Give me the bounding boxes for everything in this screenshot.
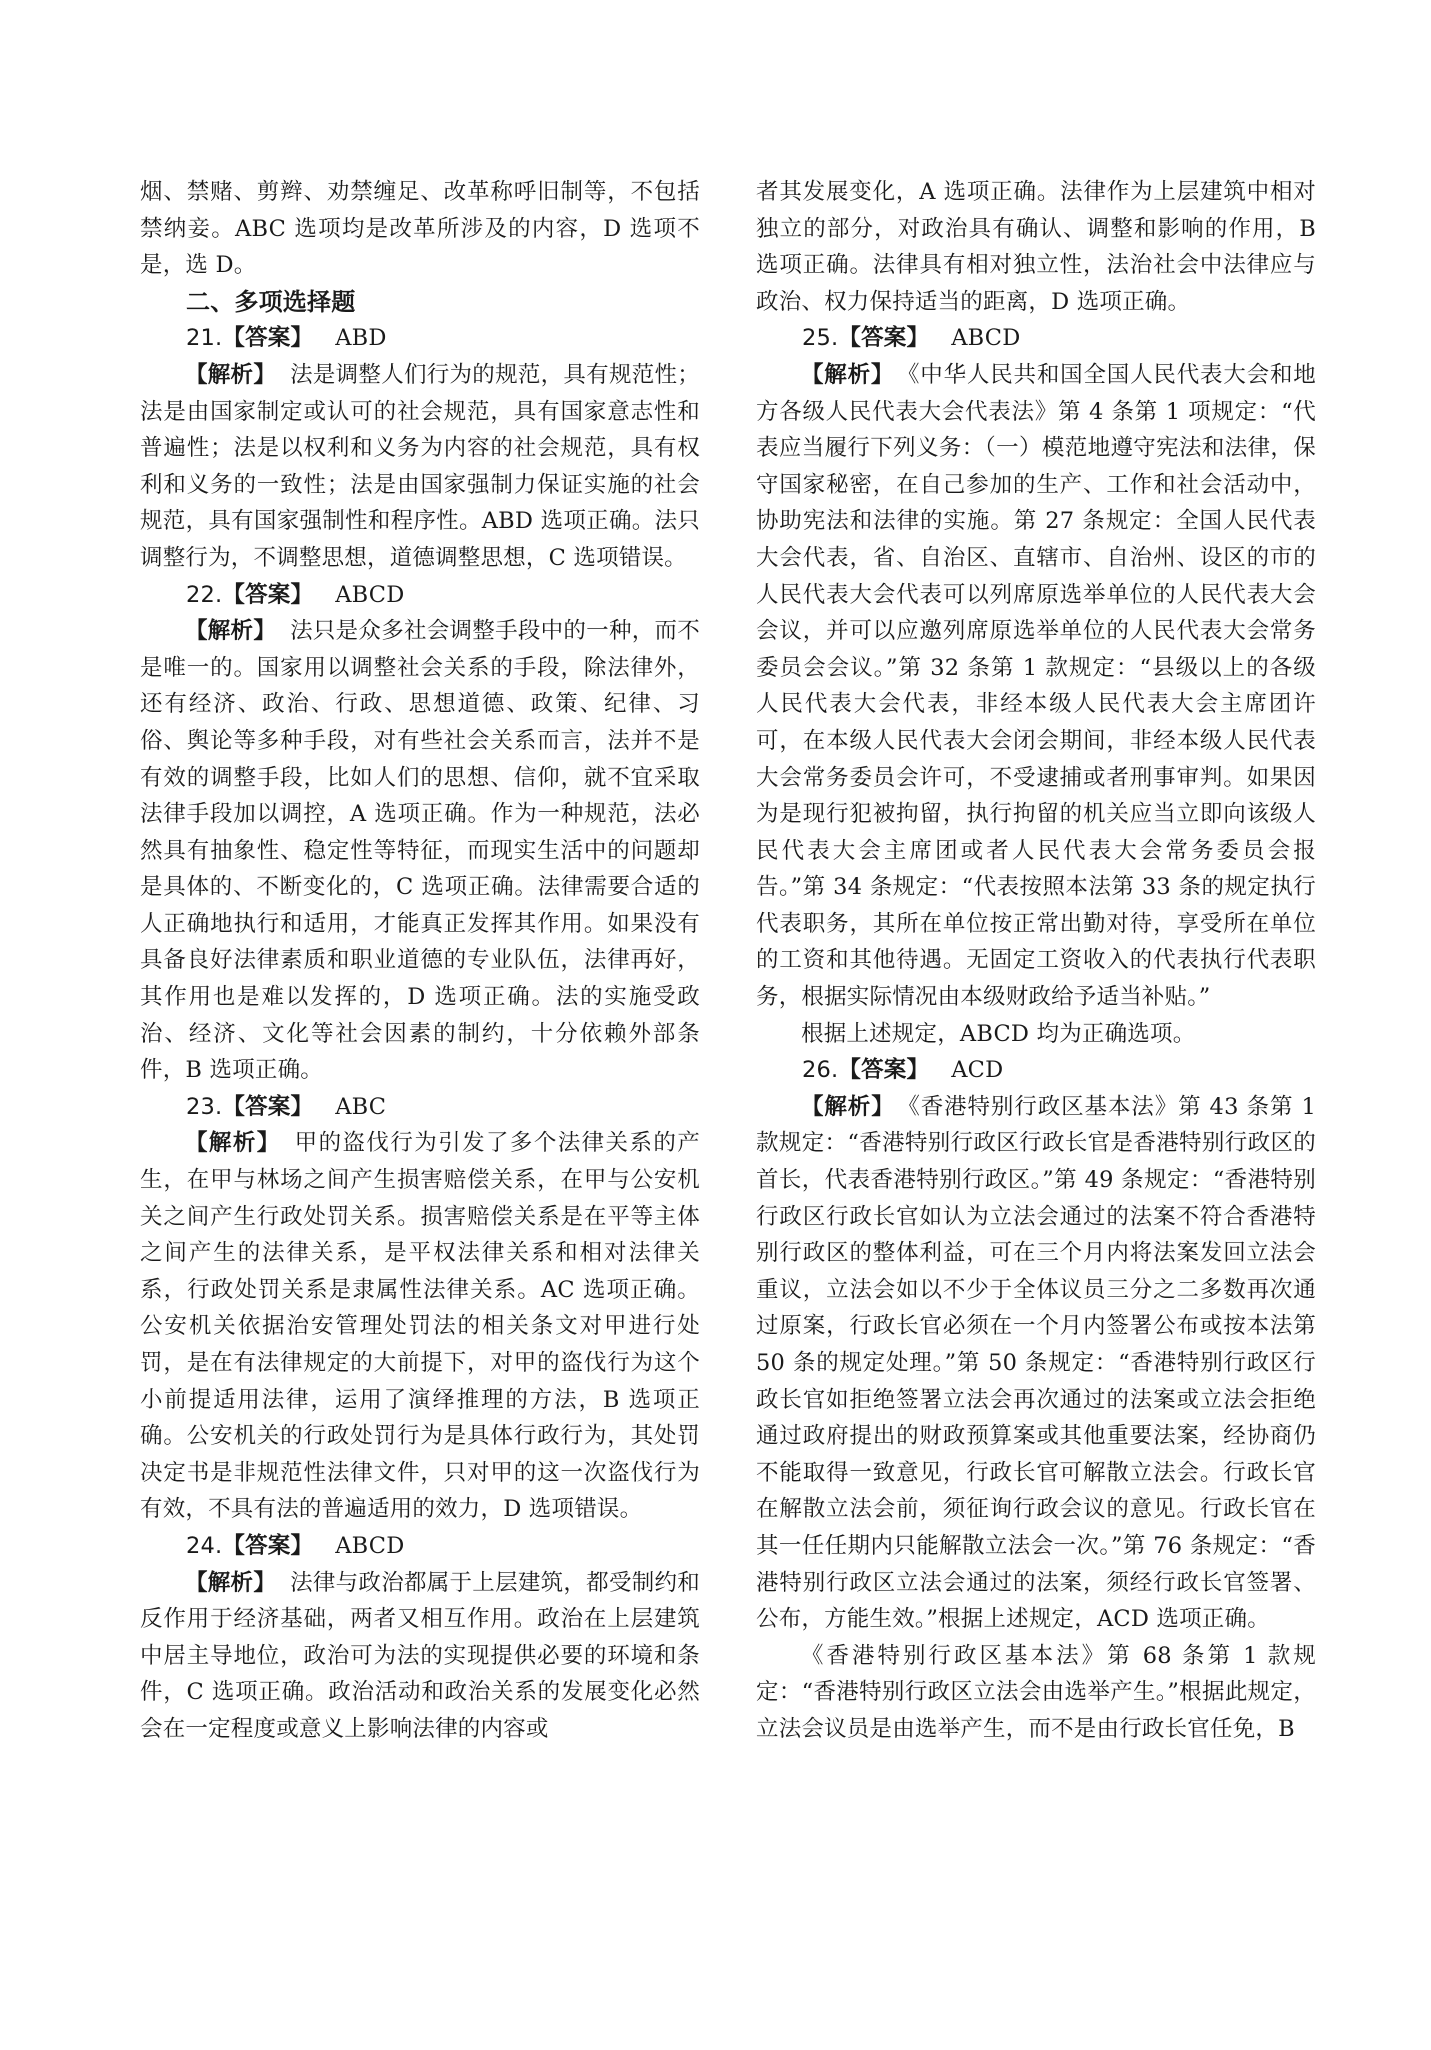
q21-explanation bbox=[140, 357, 700, 577]
q23-explanation-text: 甲的盗伐行为引发了多个法律关系的产生，在甲与林场之间产生损害赔偿关系，在甲与公安机关之间产生行政处罚关系。损害赔偿关系是在平等主体之间产生的法律关系，是平权法律关系和相对法律关系，行政处罚关系是隶属性法律关系。AC 选项正确。公安机关依据治安管理处罚法的相关条文对甲进行处罚，是在有法律规定的大前提下，对甲的盗伐行为这个小前提适用法律，运用了演绎推理的方法，B 选项正确。公安机关的行政处罚行为是具体行政行为，其处罚决定书是非规范性法律文件，只对甲的这一次盗伐行为有效，不具有法的普遍适用的效力，D 选项错误。 bbox=[140, 1130, 700, 1523]
section-heading: 二、多项选择题 bbox=[186, 287, 356, 316]
q26-explanation-text: 《香港特别行政区基本法》第 43 条第 1 款规定：“香港特别行政区行政长官是香港特别行政区的首长，代表香港特别行政区。”第 49 条规定：“香港特别行政区行政长官如认为立法会通过的法案不符合香港特别行政区的整体利益，可在三个月内将法案发回立法会重议，立法会如以不少于全体议员三分之二多数再次通过原案，行政长官必须在一个月内签署公布或按本法第 50 条的规定处理。”第 50 条规定：“香港特别行政区行政长官如拒绝签署立法会再次通过的法案或立法会拒绝通过政府提出的财政预算案或其他重要法案，经协商仍不能取得一致意见，行政长官可解散立法会。行政长官在解散立法会前，须征询行政会议的意见。行政长官在其一任任期内只能解散立法会一次。”第 76 条规定：“香港特别行政区立法会通过的法案，须经行政长官签署、公布，方能生效。”根据上述规定，ACD 选项正确。 bbox=[756, 1093, 1316, 1633]
q22-answer: ABCD bbox=[335, 581, 405, 608]
q24-number: 24. bbox=[186, 1532, 223, 1559]
q26-answer-line bbox=[756, 1052, 1316, 1089]
q24-answer: ABCD bbox=[335, 1532, 405, 1559]
q23-answer: ABC bbox=[335, 1093, 387, 1120]
q23-explanation bbox=[140, 1125, 700, 1528]
q24-answer-line bbox=[140, 1528, 700, 1565]
q26-answer: ACD bbox=[951, 1057, 1004, 1084]
q26-number: 26. bbox=[802, 1057, 839, 1084]
answer-tag: 【答案】 bbox=[838, 1057, 930, 1084]
q21-explanation-text: 法是调整人们行为的规范，具有规范性；法是由国家制定或认可的社会规范，具有国家意志性和普遍性；法是以权利和义务为内容的社会规范，具有权利和义务的一致性；法是由国家强制力保证实施的社会规范，具有国家强制性和程序性。ABD 选项正确。法只调整行为，不调整思想，道德调整思想，C 选项错误。 bbox=[140, 361, 700, 571]
q21-answer: ABD bbox=[335, 325, 387, 352]
q23-answer-line bbox=[140, 1089, 700, 1126]
answer-tag: 【答案】 bbox=[222, 581, 314, 608]
right-column bbox=[756, 174, 1316, 1748]
left-column bbox=[140, 174, 700, 1748]
q26-explanation bbox=[756, 1089, 1316, 1638]
q21-answer-line bbox=[140, 320, 700, 357]
q25-explanation-text: 《中华人民共和国全国人民代表大会和地方各级人民代表大会代表法》第 4 条第 1 项规定：“代表应当履行下列义务：（一）模范地遵守宪法和法律，保守国家秘密，在自己参加的生产、工作和社会活动中，协助宪法和法律的实施。第 27 条规定：全国人民代表大会代表，省、自治区、直辖市、自治州、设区的市的人民代表大会代表可以列席原选举单位的人民代表大会会议，并可以应邀列席原选举单位的人民代表大会常务委员会会议。”第 32 条第 1 款规定：“县级以上的各级人民代表大会代表，非经本级人民代表大会主席团许可，在本级人民代表大会闭会期间，非经本级人民代表大会常务委员会许可，不受逮捕或者刑事审判。如果因为是现行犯被拘留，执行拘留的机关应当立即向该级人民代表大会主席团或者人民代表大会常务委员会报告。”第 34 条规定：“代表按照本法第 33 条的规定执行代表职务，其所在单位按正常出勤对待，享受所在单位的工资和其他待遇。无固定工资收入的代表执行代表职务，根据实际情况由本级财政给予适当补贴。” bbox=[756, 361, 1316, 1011]
explain-tag: 【解析】 bbox=[185, 361, 277, 388]
answer-tag: 【答案】 bbox=[222, 325, 314, 352]
q24-explanation bbox=[140, 1565, 700, 1748]
q24-explanation-text: 法律与政治都属于上层建筑，都受制约和反作用于经济基础，两者又相互作用。政治在上层建筑中居主导地位，政治可为法的实现提供必要的环境和条件，C 选项正确。政治活动和政治关系的发展变化必然会在一定程度或意义上影响法律的内容或 bbox=[140, 1569, 700, 1742]
q22-explanation bbox=[140, 613, 700, 1089]
answer-tag: 【答案】 bbox=[222, 1093, 314, 1120]
q25-explanation bbox=[756, 357, 1316, 1016]
q26-paragraph-2: 《香港特别行政区基本法》第 68 条第 1 款规定：“香港特别行政区立法会由选举产生。”根据此规定，立法会议员是由选举产生，而不是由行政长官任免，B bbox=[756, 1642, 1316, 1742]
q22-explanation-text: 法只是众多社会调整手段中的一种，而不是唯一的。国家用以调整社会关系的手段，除法律外，还有经济、政治、行政、思想道德、政策、纪律、习俗、舆论等多种手段，对有些社会关系而言，法并不是有效的调整手段，比如人们的思想、信仰，就不宜采取法律手段加以调控，A 选项正确。作为一种规范，法必然具有抽象性、稳定性等特征，而现实生活中的问题却是具体的、不断变化的，C 选项正确。法律需要合适的人正确地执行和适用，才能真正发挥其作用。如果没有具备良好法律素质和职业道德的专业队伍，法律再好，其作用也是难以发挥的，D 选项正确。法的实施受政治、经济、文化等社会因素的制约，十分依赖外部条件，B 选项正确。 bbox=[140, 618, 700, 1084]
answer-tag: 【答案】 bbox=[222, 1532, 314, 1559]
q25-answer: ABCD bbox=[951, 325, 1021, 352]
explain-tag: 【解析】 bbox=[801, 361, 895, 388]
q22-answer-line bbox=[140, 577, 700, 614]
q23-number: 23. bbox=[186, 1093, 223, 1120]
explain-tag: 【解析】 bbox=[185, 1130, 281, 1157]
explain-tag: 【解析】 bbox=[185, 1569, 277, 1596]
q24-explanation-continued: 者其发展变化，A 选项正确。法律作为上层建筑中相对独立的部分，对政治具有确认、调整和影响的作用，B 选项正确。法律具有相对独立性，法治社会中法律应与政治、权力保持适当的距离，D 选项正确。 bbox=[756, 179, 1316, 315]
q21-number: 21. bbox=[186, 325, 223, 352]
answer-tag: 【答案】 bbox=[838, 325, 930, 352]
explain-tag: 【解析】 bbox=[801, 1093, 895, 1120]
continued-paragraph: 烟、禁赌、剪辫、劝禁缠足、改革称呼旧制等，不包括禁纳妾。ABC 选项均是改革所涉及的内容，D 选项不是，选 D。 bbox=[140, 179, 700, 279]
q25-conclusion: 根据上述规定，ABCD 均为正确选项。 bbox=[801, 1020, 1196, 1047]
explain-tag: 【解析】 bbox=[185, 618, 277, 645]
q25-answer-line bbox=[756, 320, 1316, 357]
q22-number: 22. bbox=[186, 581, 223, 608]
q25-number: 25. bbox=[802, 325, 839, 352]
